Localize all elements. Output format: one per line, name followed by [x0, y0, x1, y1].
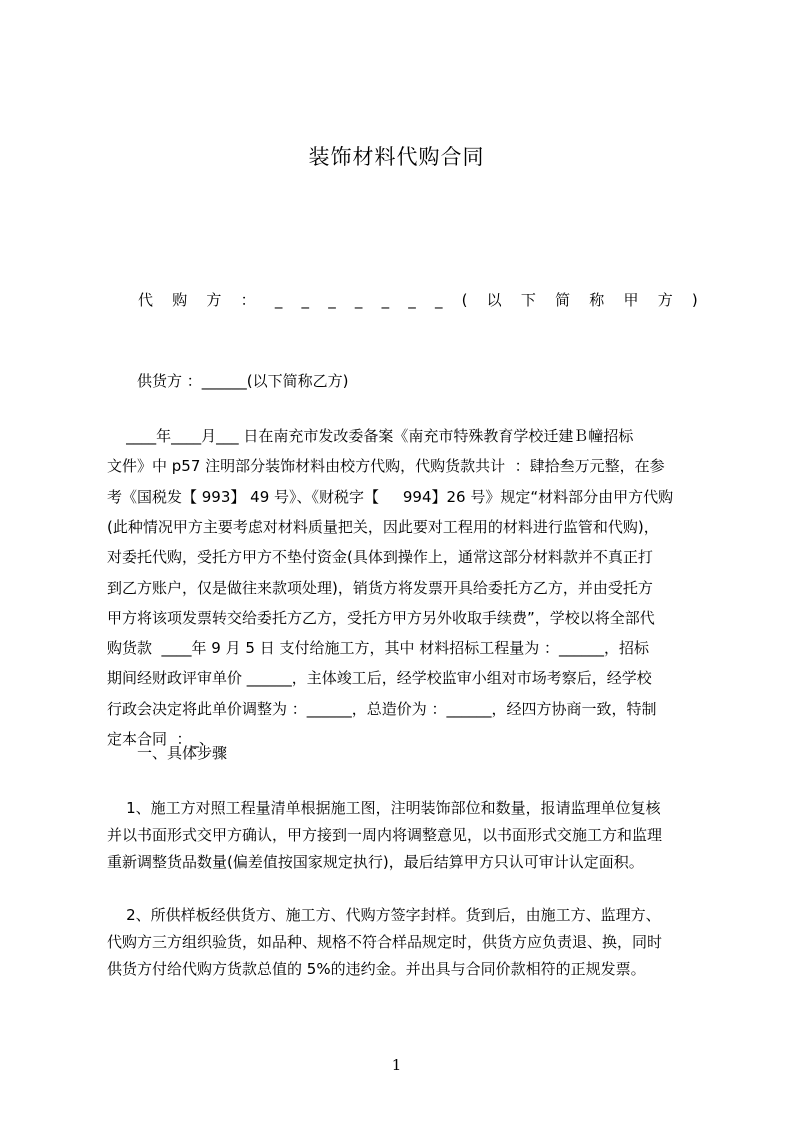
- intro-line: 购货款 ____年 9 月 5 日 支付给施工方，其中 材料招标工程量为 ：______，招标: [107, 639, 650, 658]
- section-heading: 一、具体步骤: [137, 744, 228, 762]
- party-a-line: [138, 289, 698, 311]
- step-2-line: 代购方三方组织验货，如品种、规格不符合样品规定时，供货方应负责退、换，同时: [107, 933, 663, 951]
- party-a-char: _: [408, 291, 416, 309]
- intro-line: 到乙方账户，仅是做往来款项处理)，销货方将发票开具给委托方乙方，并由受托方: [107, 578, 653, 597]
- step-1-line: 并以书面形式交甲方确认，甲方接到一周内将调整意见，以书面形式交施工方和监理: [107, 826, 663, 844]
- party-a-char: ：: [240, 291, 256, 309]
- supplier-line: 供货方 ：______(以下简称乙方): [137, 372, 349, 390]
- party-a-char: _: [434, 291, 443, 309]
- party-a-char: (: [461, 291, 468, 309]
- page-number: 1: [391, 1056, 402, 1074]
- party-a-char: 甲: [623, 291, 639, 309]
- intro-line: ____年____月___ 日在南充市发改委备案《南充市特殊教育学校迁建Ｂ幢招标: [107, 427, 634, 445]
- intro-line: 行政会决定将此单价调整为 ：______，总造价为 ：______，经四方协商一致，特制: [107, 699, 657, 718]
- intro-line: 对委托代购，受托方甲方不垫付资金(具体到操作上，通常这部分材料款并不真正打: [107, 548, 653, 567]
- step-1-line: 1、施工方对照工程量清单根据施工图，注明装饰部位和数量，报请监理单位复核: [107, 799, 661, 817]
- document-title: 装饰材料代购合同: [308, 145, 485, 169]
- party-a-char: 以: [486, 291, 502, 309]
- party-a-char: 称: [589, 291, 605, 309]
- step-2-line: 2、所供样板经供货方、施工方、代购方签字封样。货到后，由施工方、监理方、: [107, 906, 661, 924]
- party-a-char: _: [328, 291, 336, 309]
- intro-line: 期间经财政评审单价 ______，主体竣工后，经学校监审小组对市场考察后，经学校: [107, 669, 652, 688]
- intro-line: 定本合同 ：_、: [107, 730, 215, 748]
- intro-line: (此种情况甲方主要考虑对材料质量把关，因此要对工程用的材料进行监管和代购)，: [107, 517, 659, 536]
- party-a-char: _: [354, 291, 363, 309]
- party-a-char: 下: [520, 291, 536, 309]
- party-a-char: 代: [138, 291, 154, 309]
- intro-line: 文件》中 p57 注明部分装饰材料由校方代购，代购货款共计 ：肆拾叁万元整，在参: [107, 457, 665, 476]
- party-a-char: _: [381, 291, 390, 309]
- intro-line: 考《国税发【 993】 49 号》、《财税字【 994】26 号》规定“材料部分由甲方代购: [107, 487, 674, 506]
- party-a-char: 方: [206, 291, 222, 309]
- step-2-line: 供货方付给代购方货款总值的 5%的违约金。并出具与合同价款相符的正规发票。: [107, 960, 646, 978]
- party-a-char: _: [301, 291, 309, 309]
- party-a-char: ): [691, 291, 698, 309]
- step-1-line: 重新调整货品数量(偏差值按国家规定执行)，最后结算甲方只认可审计认定面积。: [107, 853, 644, 871]
- party-a-char: _: [274, 291, 283, 309]
- party-a-char: 购: [172, 291, 188, 309]
- party-a-char: 简: [555, 291, 571, 309]
- party-a-char: 方: [657, 291, 673, 309]
- intro-line: 甲方将该项发票转交给委托方乙方，受托方甲方另外收取手续费”，学校以将全部代: [107, 608, 655, 627]
